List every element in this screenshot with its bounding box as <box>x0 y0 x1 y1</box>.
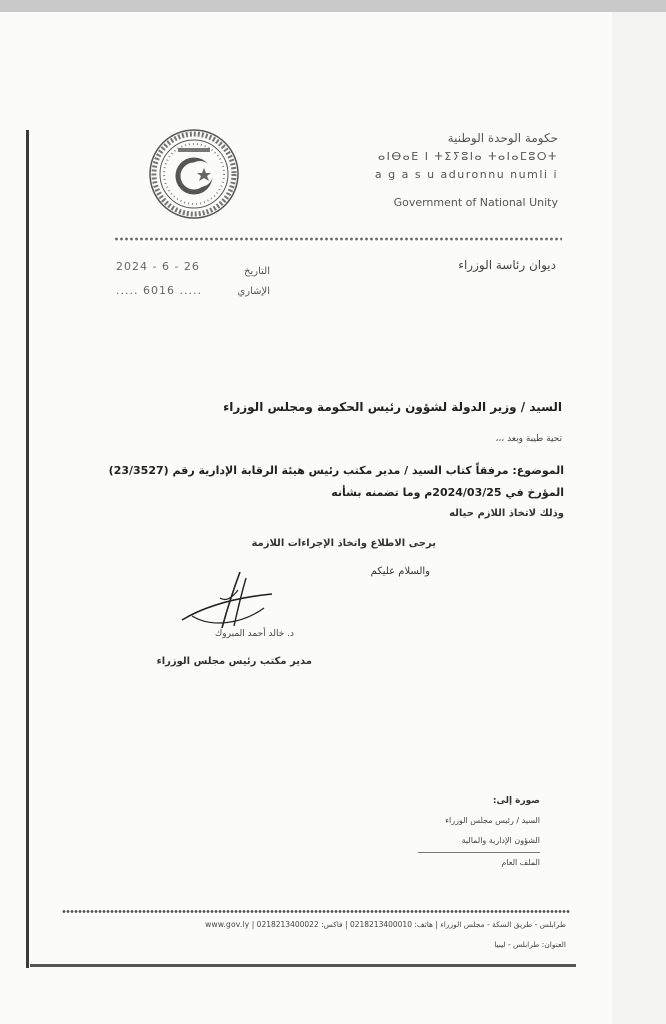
cc-item: الشؤون الإدارية والمالية <box>461 836 540 845</box>
cc-item: الملف العام <box>501 858 540 867</box>
cc-item: السيد / رئيس مجلس الوزراء <box>445 816 540 825</box>
header-dotted-divider <box>114 236 562 242</box>
subject-line-1: الموضوع: مرفقاً كتاب السيد / مدير مكتب رئيس هيئة الرقابة الإدارية رقم (23/3527) <box>108 464 564 477</box>
bottom-margin-rule <box>30 964 576 967</box>
footer-address-line: العنوان: طرابلس - ليبيا <box>494 940 566 949</box>
cc-heading: صورة إلى: <box>492 796 540 806</box>
subject-line-2: المؤرخ في 2024/03/25م وما تضمنه بشأنه <box>331 486 564 499</box>
addressee-line: السيد / وزير الدولة لشؤون رئيس الحكومة ومجلس الوزراء <box>223 400 562 414</box>
footer-contact-line: طرابلس - طريق السكة - مجلس الوزراء | هاتف: 0218213400010 | فاكس: 0218213400022 | www.gov.ly <box>205 920 566 929</box>
viewer-top-bar <box>0 0 666 12</box>
header-tifinagh-name: ⴰⵏⴱⴰⴹ ⵏ ⵜⵉⵢⵓⵏⴰ ⵜⴰⵏⴰⵎⵓⵔⵜ <box>378 150 558 163</box>
salutation-line: والسلام عليكم <box>370 566 430 577</box>
header-arabic-name: حكومة الوحدة الوطنية <box>447 131 558 145</box>
reference-value: ..... 6016 ..... <box>116 284 202 297</box>
footer-dotted-divider <box>62 908 570 915</box>
handwritten-signature-icon <box>172 568 282 638</box>
header-berber-latin-name: a g a s u aduronnu numli i <box>374 168 558 181</box>
government-seal-icon <box>148 128 240 220</box>
left-margin-rule <box>26 130 29 968</box>
signer-name: د. خالد أحمد المبروك <box>214 629 294 639</box>
cc-underline <box>418 852 540 853</box>
page-edge <box>612 12 666 1024</box>
reference-label: الإشاري <box>237 286 270 297</box>
office-name: ديوان رئاسة الوزراء <box>458 258 556 272</box>
date-label: التاريخ <box>244 266 270 277</box>
greeting-line: تحية طيبة وبعد ،،، <box>495 434 562 444</box>
signer-title: مدير مكتب رئيس مجلس الوزراء <box>156 656 312 667</box>
header-english-name: Government of National Unity <box>393 196 558 209</box>
date-value: 2024 - 6 - 26 <box>116 260 200 273</box>
subject-line-3: وذلك لاتخاذ اللازم حياله <box>449 508 564 519</box>
regards-line: يرجى الاطلاع واتخاذ الإجراءات اللازمة <box>251 538 436 549</box>
